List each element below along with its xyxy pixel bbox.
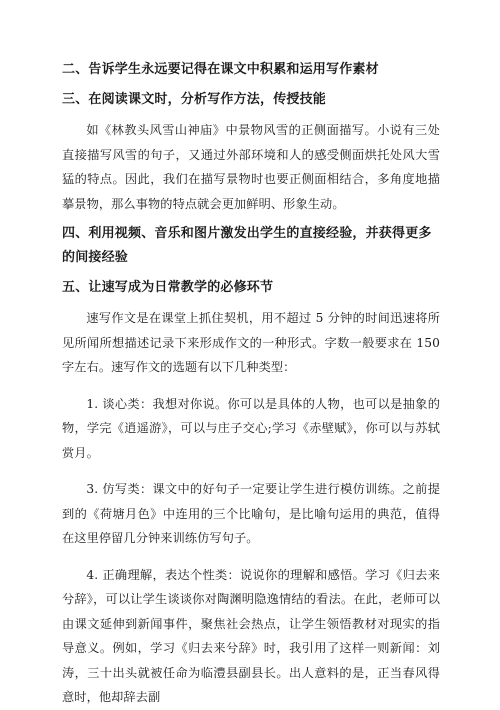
section-heading-2: 二、告诉学生永远要记得在课文中积累和运用写作素材: [62, 62, 379, 77]
section-5-item-4: 4. 正确理解，表达个性类：说说你的理解和感悟。学习《归去来兮辞》，可以让学生谈谈你对陶渊明隐逸情结的看法。在此，老师可以由课文延伸到新闻事件，聚焦社会热点，让学生领悟教材对现实的指导意义。例如，学习《归去来兮辞》时，我引用了这样一则新闻：刘涛，三十出头就被任命为临澧县副县长。出人意料的是，正当春风得意时，他却辞去副: [62, 567, 440, 704]
document-page: [62, 58, 440, 710]
section-5-item-1: 1. 谈心类：我想对你说。你可以是具体的人物，也可以是抽象的物，学完《逍遥游》，可以与庄子交心;学习《赤壁赋》，你可以与苏轼赏月。: [62, 396, 440, 460]
section-heading-4: 四、利用视频、音乐和图片激发出学生的直接经验，并获得更多的间接经验: [62, 226, 432, 265]
section-heading-5: 五、让速写成为日常教学的必修环节: [62, 280, 274, 295]
section-5-intro-paragraph: 速写作文是在课堂上抓住契机，用不超过 5 分钟的时间迅速将所见所闻所想描述记录下来形成作文的一种形式。字数一般要求在 150 字左右。速写作文的选题有以下几种类型：: [62, 311, 440, 374]
section-heading-3: 三、在阅读课文时，分析写作方法，传授技能: [62, 92, 327, 107]
section-5-item-3: 3. 仿写类：课文中的好句子一定要让学生进行模仿训练。之前提到的《荷塘月色》中连用的三个比喻句，是比喻句运用的典范，值得在这里停留几分钟来训练仿写句子。: [62, 482, 440, 545]
section-3-paragraph: 如《林教头风雪山神庙》中景物风雪的正侧面描写。小说有三处直接描写风雪的句子，又通过外部环境和人的感受侧面烘托处风大雪猛的特点。因此，我们在描写景物时也要正侧面相结合，多角度地描摹景物，那么事物的特点就会更加鲜明、形象生动。: [62, 123, 440, 211]
